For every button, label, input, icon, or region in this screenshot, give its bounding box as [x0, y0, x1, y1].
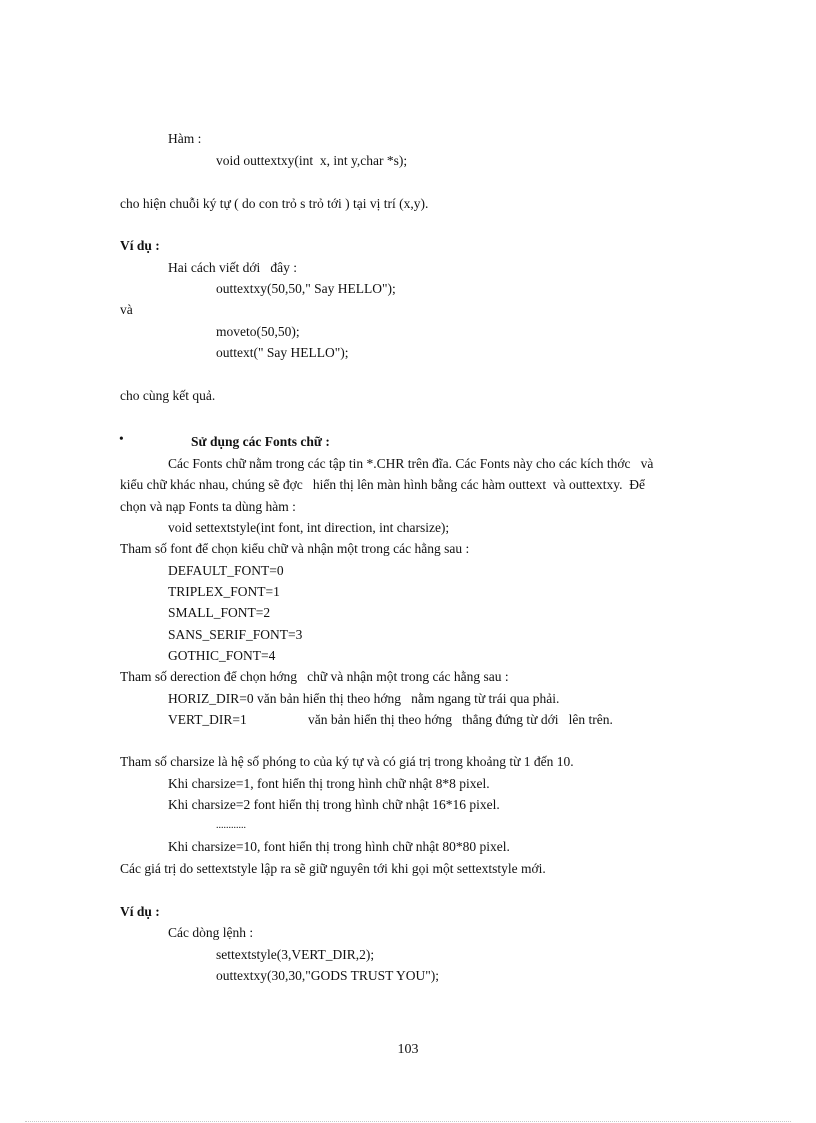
direction-param-desc: Tham số derection để chọn hớng chữ và nhận một trong các hằng sau :: [120, 669, 509, 684]
fonts-para-line-1: Các Fonts chữ nằm trong các tập tin *.CHR trên đĩa. Các Fonts này cho các kích thớc và: [168, 456, 654, 471]
charsize-1-line: Khi charsize=1, font hiển thị trong hình chữ nhật 8*8 pixel.: [168, 776, 490, 791]
outtextxy-description: cho hiện chuỗi ký tự ( do con trỏ s trỏ tới ) tại vị trí (x,y).: [120, 196, 429, 211]
font-constant: SMALL_FONT=2: [168, 605, 271, 620]
example2-code-2: outtextxy(30,30,"GODS TRUST YOU");: [216, 968, 440, 983]
bullet-icon: •: [119, 431, 124, 446]
horiz-dir-line: HORIZ_DIR=0 văn bản hiển thị theo hớng nằm ngang từ trái qua phải.: [168, 691, 560, 706]
example-code-3: outtext(" Say HELLO");: [216, 345, 349, 360]
example-heading-2: Ví dụ :: [120, 904, 160, 919]
bottom-divider: [25, 1121, 791, 1122]
font-constant: GOTHIC_FONT=4: [168, 648, 276, 663]
and-label: và: [120, 302, 133, 317]
example-heading-1: Ví dụ :: [120, 238, 160, 253]
charsize-10-line: Khi charsize=10, font hiển thị trong hình chữ nhật 80*80 pixel.: [168, 839, 510, 854]
font-constant: DEFAULT_FONT=0: [168, 563, 284, 578]
ham-signature: void outtextxy(int x, int y,char *s);: [216, 153, 408, 168]
fonts-para-line-3: chọn và nạp Fonts ta dùng hàm :: [120, 499, 296, 514]
commands-label: Các dòng lệnh :: [168, 925, 254, 940]
font-param-desc: Tham số font để chọn kiểu chữ và nhận một trong các hằng sau :: [120, 541, 470, 556]
charsize-2-line: Khi charsize=2 font hiển thị trong hình chữ nhật 16*16 pixel.: [168, 797, 500, 812]
vert-dir-description: văn bản hiển thị theo hớng thẳng đứng từ dới lên trên.: [308, 712, 613, 727]
example-intro: Hai cách viết dới đây :: [168, 260, 297, 275]
example2-code-1: settextstyle(3,VERT_DIR,2);: [216, 947, 375, 962]
fonts-section-heading: Sử dụng các Fonts chữ :: [191, 434, 330, 449]
example-code-2: moveto(50,50);: [216, 324, 300, 339]
example-result: cho cùng kết quả.: [120, 388, 216, 403]
font-constant: SANS_SERIF_FONT=3: [168, 627, 303, 642]
page-number: 103: [397, 1042, 419, 1057]
vert-dir-constant: VERT_DIR=1: [168, 712, 247, 727]
ellipsis: ............: [216, 820, 246, 831]
ham-label: Hàm :: [168, 131, 202, 146]
example-code-1: outtextxy(50,50," Say HELLO");: [216, 281, 396, 296]
fonts-para-line-2: kiểu chữ khác nhau, chúng sẽ đợc hiển thị lên màn hình bằng các hàm outtext và outtextxy. Để: [120, 477, 645, 492]
charsize-param-desc: Tham số charsize là hệ số phóng to của ký tự và có giá trị trong khoảng từ 1 đến 10.: [120, 754, 574, 769]
font-constant: TRIPLEX_FONT=1: [168, 584, 280, 599]
settextstyle-signature: void settextstyle(int font, int direction, int charsize);: [168, 520, 450, 535]
settextstyle-persist-note: Các giá trị do settextstyle lập ra sẽ giữ nguyên tới khi gọi một settextstyle mới.: [120, 861, 546, 876]
